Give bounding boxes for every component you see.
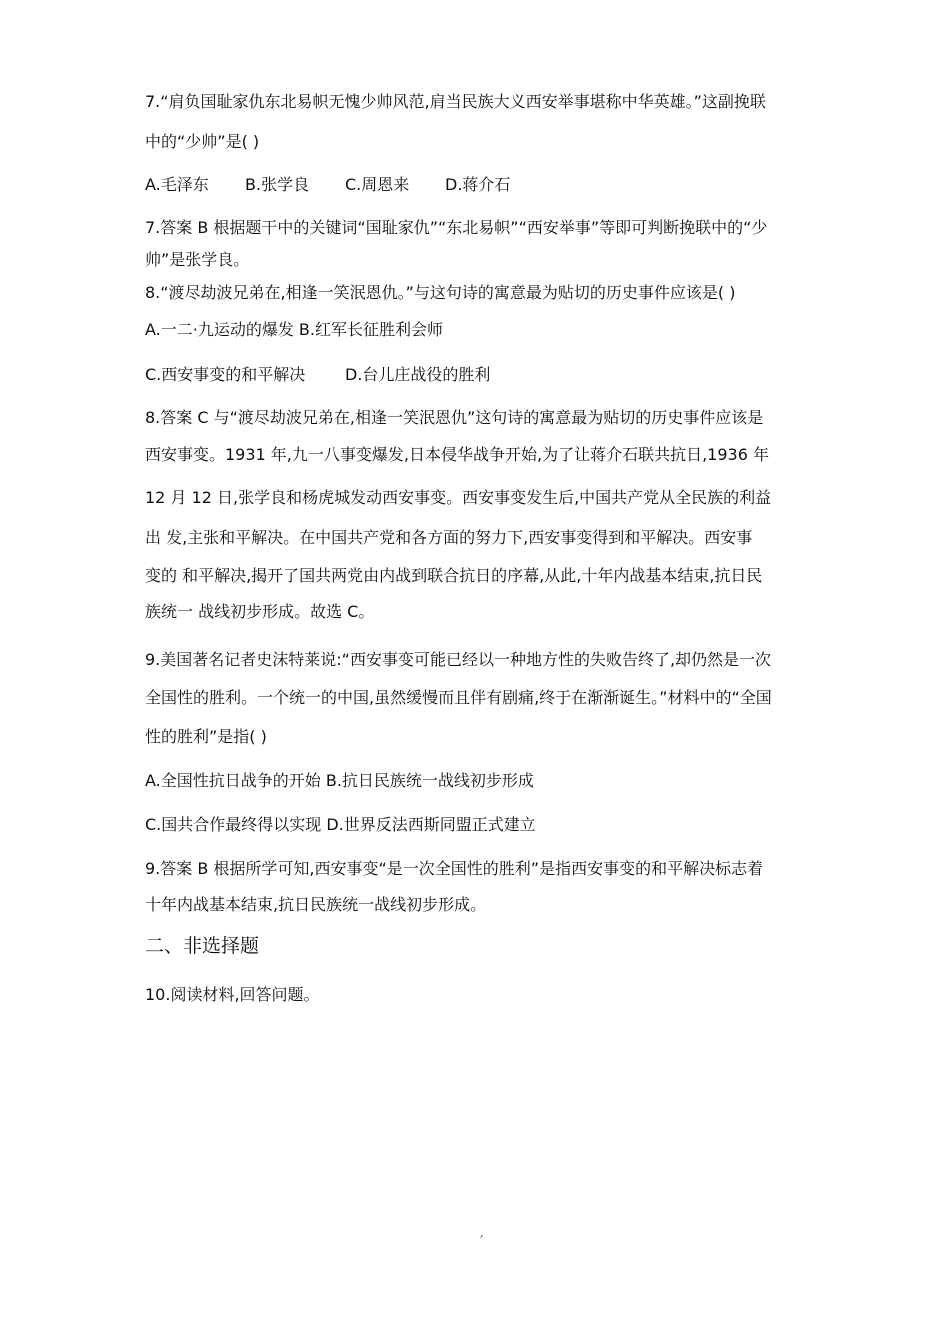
q7-stem-line-2: 中的“少帅”是( ): [145, 132, 260, 151]
q8-answer-line-3: 12 月 12 日,张学良和杨虎城发动西安事变。西安事变发生后,中国共产党从全民族的利益: [145, 488, 772, 507]
q8-answer-line-2: 西安事变。1931 年,九一八事变爆发,日本侵华战争开始,为了让蒋介石联共抗日,1936 年: [145, 445, 769, 464]
q7-stem-line-1: 7.“肩负国耻家仇东北易帜无愧少帅风范,肩当民族大义西安举事堪称中华英雄。”这副挽联: [145, 92, 766, 111]
q9-stem-line-3: 性的胜利”是指( ): [145, 727, 267, 746]
q8-answer-line-5: 变的 和平解决,揭开了国共两党由内战到联合抗日的序幕,从此,十年内战基本结束,抗日民: [145, 566, 763, 585]
q7-option-b: B.张学良: [245, 175, 310, 194]
q9-options-line-2: C.国共合作最终得以实现 D.世界反法西斯同盟正式建立: [145, 815, 536, 834]
q8-options-line-2: [145, 365, 825, 385]
q8-option-c: C.西安事变的和平解决: [145, 365, 306, 384]
page-footer-mark: ´: [478, 1234, 484, 1248]
q8-answer-line-4: 出 发,主张和平解决。在中国共产党和各方面的努力下,西安事变得到和平解决。西安事: [145, 528, 753, 547]
q8-options-line-1: A.一二·九运动的爆发 B.红军长征胜利会师: [145, 320, 443, 339]
q7-option-a: A.毛泽东: [145, 175, 209, 194]
q7-answer-line-1: 7.答案 B 根据题干中的关键词“国耻家仇”“东北易帜”“西安举事”等即可判断挽联中的“少: [145, 218, 768, 237]
q8-option-d: D.台儿庄战役的胜利: [345, 365, 491, 384]
q7-option-d: D.蒋介石: [445, 175, 511, 194]
q7-option-c: C.周恩来: [345, 175, 410, 194]
q8-stem-line-1: 8.“渡尽劫波兄弟在,相逢一笑泯恩仇。”与这句诗的寓意最为贴切的历史事件应该是( ): [145, 283, 736, 302]
q9-stem-line-1: 9.美国著名记者史沫特莱说:“西安事变可能已经以一种地方性的失败告终了,却仍然是一次: [145, 650, 772, 669]
q7-answer-line-2: 帅”是张学良。: [145, 250, 250, 269]
q9-stem-line-2: 全国性的胜利。一个统一的中国,虽然缓慢而且伴有剧痛,终于在渐渐诞生。”材料中的“全国: [145, 688, 772, 707]
q9-answer-line-1: 9.答案 B 根据所学可知,西安事变“是一次全国性的胜利”是指西安事变的和平解决标志着: [145, 859, 764, 878]
q8-answer-line-1: 8.答案 C 与“渡尽劫波兄弟在,相逢一笑泯恩仇”这句诗的寓意最为贴切的历史事件应该是: [145, 408, 764, 427]
section-heading: 二、非选择题: [145, 935, 260, 957]
q10-stem-line-1: 10.阅读材料,回答问题。: [145, 985, 320, 1004]
q7-options: [145, 175, 825, 195]
q9-options-line-1: A.全国性抗日战争的开始 B.抗日民族统一战线初步形成: [145, 771, 534, 790]
q8-answer-line-6: 族统一 战线初步形成。故选 C。: [145, 602, 375, 621]
q9-answer-line-2: 十年内战基本结束,抗日民族统一战线初步形成。: [145, 895, 487, 914]
